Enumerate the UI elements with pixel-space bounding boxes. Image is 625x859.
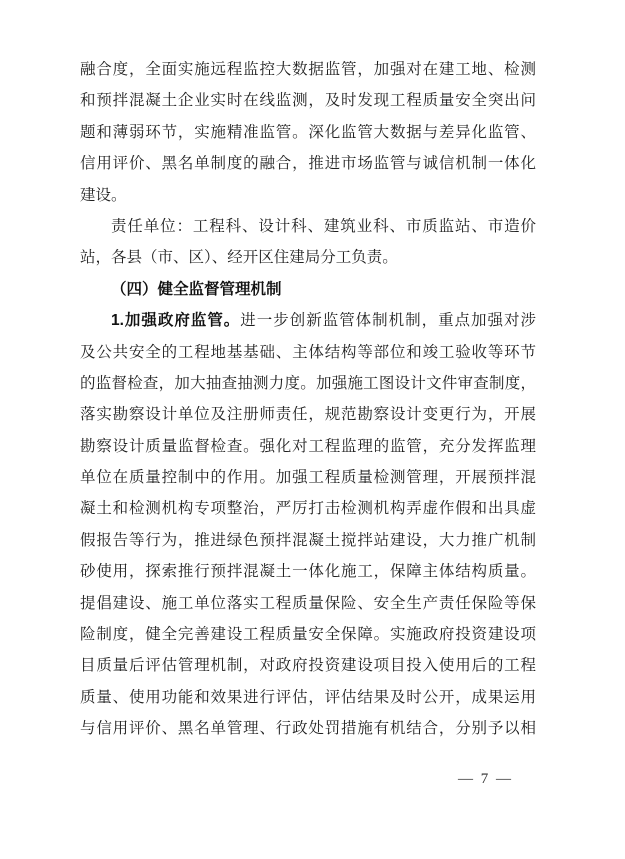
- para3-line: 的监督检查，加大抽查抽测力度。加强施工图设计文件审查制度，: [80, 374, 536, 392]
- para3-line: 险制度，健全完善建设工程质量安全保障。实施政府投资建设项: [80, 626, 536, 644]
- para3-line: 砂使用，探索推行预拌混凝土一体化施工，保障主体结构质量。: [80, 563, 536, 581]
- para3-line: 及公共安全的工程地基基础、主体结构等部位和竣工验收等环节: [80, 343, 536, 361]
- page-number: — 7 —: [458, 771, 513, 787]
- para2-last-line: 站，各县（市、区）、经开区住建局分工负责。: [80, 249, 398, 267]
- para1-last-line: 建设。: [80, 186, 127, 204]
- para3-lead-line: [80, 305, 536, 336]
- section-heading: （四）健全监督管理机制: [111, 280, 282, 298]
- para3-line: 与信用评价、黑名单管理、行政处罚措施有机结合，分别予以相: [80, 720, 536, 738]
- para3-line: 假报告等行为，推进绿色预拌混凝土搅拌站建设，大力推广机制: [80, 531, 536, 549]
- para3-line: 单位在质量控制中的作用。加强工程质量检测管理，开展预拌混: [80, 469, 536, 487]
- para3-lead-rest: 进一步创新监管体制机制，重点加强对涉: [240, 312, 536, 330]
- para1-line: 题和薄弱环节，实施精准监管。深化监管大数据与差异化监管、: [80, 123, 536, 141]
- para1-line: 信用评价、黑名单制度的融合，推进市场监管与诚信机制一体化: [80, 155, 536, 173]
- para1-line: 和预拌混凝土企业实时在线监测，及时发现工程质量安全突出问: [80, 92, 536, 110]
- para3-line: 落实勘察设计单位及注册师责任，规范勘察设计变更行为，开展: [80, 406, 536, 424]
- para3-line: 提倡建设、施工单位落实工程质量保险、安全生产责任保险等保: [80, 594, 536, 612]
- para3-line: 目质量后评估管理机制，对政府投资建设项目投入使用后的工程: [80, 657, 536, 675]
- para2-line: 责任单位：工程科、设计科、建筑业科、市质监站、市造价: [111, 217, 536, 235]
- para3-lead-bold: 1.加强政府监管。: [111, 312, 241, 330]
- para1-line: 融合度，全面实施远程监控大数据监管，加强对在建工地、检测: [80, 61, 536, 78]
- para3-line: 质量、使用功能和效果进行评估，评估结果及时公开，成果运用: [80, 688, 536, 706]
- document-body: [80, 54, 536, 745]
- para3-line: 凝土和检测机构专项整治，严厉打击检测机构弄虚作假和出具虚: [80, 500, 536, 518]
- para3-line: 勘察设计质量监督检查。强化对工程监理的监管，充分发挥监理: [80, 437, 536, 455]
